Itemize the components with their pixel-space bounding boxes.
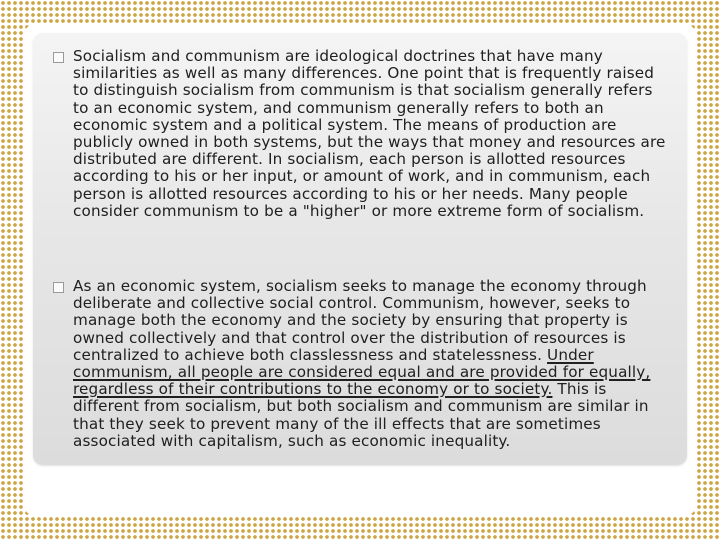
paragraph-economic-system-comparison	[73, 278, 673, 450]
paragraph-text-after: This is different from socialism, but both socialism and communism are similar in that they seek to prevent many of the ill effects that are sometimes associated with capitalism, such as economic inequality.	[73, 380, 649, 450]
paragraph-text-before: As an economic system, socialism seeks to manage the economy through deliberate and collective social control. Communism, however, seeks to manage both the economy and the society by ensuring that property is owned collectively and that control over the distribution of resources is centralized to achieve both classlessness and statelessness.	[73, 277, 647, 364]
underlined-sentence: Under communism, all people are considered equal and are provided for equally, regardless of their contributions to the economy or to society.	[73, 345, 651, 399]
paragraph-socialism-communism-definition: Socialism and communism are ideological doctrines that have many similarities as well as many differences. One point that is frequently raised to distinguish socialism from communism is that socialism generally refers to an economic system, and communism generally refers to both an economic system and a political system. The means of production are publicly owned in both systems, but the ways that money and resources are distributed are different. In socialism, each person is allotted resources according to his or her input, or amount of work, and in communism, each person is allotted resources according to his or her needs. Many people consider communism to be a "higher" or more extreme form of socialism.	[73, 47, 666, 220]
bullet-square-icon	[53, 282, 64, 293]
bullet-square-icon	[53, 52, 64, 63]
